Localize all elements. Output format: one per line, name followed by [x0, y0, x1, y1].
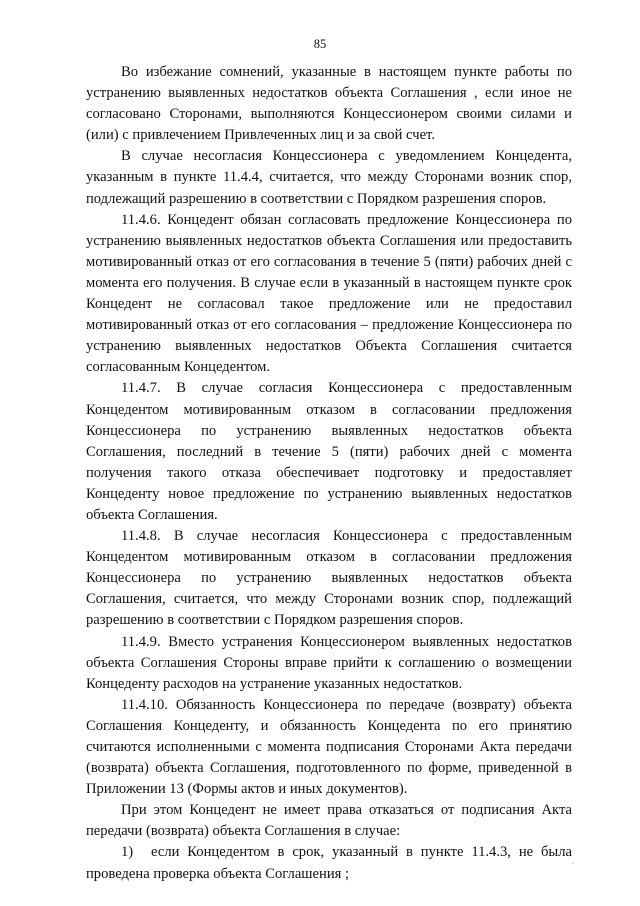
- paragraph: При этом Концедент не имеет права отказаться от подписания Акта передачи (возврата) объекта Соглашения в случае:: [86, 802, 572, 840]
- paragraph-11-4-9: 11.4.9. Вместо устранения Концессионером выявленных недостатков объекта Соглашения Стороны вправе прийти к соглашению о возмещении Концеденту расходов на устранение указанных недостатков.: [86, 633, 572, 692]
- paragraph: Во избежание сомнений, указанные в настоящем пункте работы по устранению выявленных недостатков объекта Соглашения , если иное не согласовано Сторонами, выполняются Концессионером своими силами и (или) с привлечением Привлеченных лиц и за свой счет.: [86, 64, 572, 144]
- list-item-text: если Концедентом в срок, указанный в пункте 11.4.3, не была проведена проверка объекта Соглашения ;: [86, 844, 572, 882]
- paragraph-11-4-6: 11.4.6. Концедент обязан согласовать предложение Концессионера по устранению выявленных недостатков объекта Соглашения или предоставить мотивированный отказ от его согласования в течение 5 (пяти) рабочих дней с момента его получения. В случае если в указанный в настоящем пункте срок Концедент не согласовал такое предложение или не предоставил мотивированный отказ от его согласования – предложение Концессионера по устранению выявленных недостатков Объекта Соглашения считается согласованным Концедентом.: [86, 211, 572, 376]
- list-item-number: 1): [121, 844, 134, 861]
- corner-mark: .: [572, 857, 574, 866]
- page-number: 85: [313, 37, 327, 51]
- paragraph-11-4-8: 11.4.8. В случае несогласия Концессионера с предоставленным Концедентом мотивированным отказом в согласовании предложения Концессионера по устранению выявленных недостатков объекта Соглашения, считается, что между Сторонами возник спор, подлежащий разрешению в соответствии с Порядком разрешения споров.: [86, 528, 572, 629]
- paragraph: В случае несогласия Концессионера с уведомлением Концедента, указанным в пункте 11.4.4, считается, что между Сторонами возник спор, подлежащий разрешению в соответствии с Порядком разрешения споров.: [86, 148, 572, 207]
- list-item: [86, 842, 572, 884]
- document-body: [86, 62, 572, 885]
- paragraph-11-4-7: 11.4.7. В случае согласия Концессионера с предоставленным Концедентом мотивированным отказом в согласовании предложения Концессионера по устранению выявленных недостатков объекта Соглашения, последний в течение 5 (пяти) рабочих дней с момента получения такого отказа обеспечивает подготовку и предоставляет Концеденту новое предложение по устранению выявленных недостатков объекта Соглашения.: [86, 380, 572, 523]
- paragraph-11-4-10: 11.4.10. Обязанность Концессионера по передаче (возврату) объекта Соглашения Концеденту, и обязанность Концедента по его принятию считаются исполненными с момента подписания Сторонами Акта передачи (возврата) объекта Соглашения, подготовленного по форме, приведенной в Приложении 13 (Формы актов и иных документов).: [86, 696, 572, 798]
